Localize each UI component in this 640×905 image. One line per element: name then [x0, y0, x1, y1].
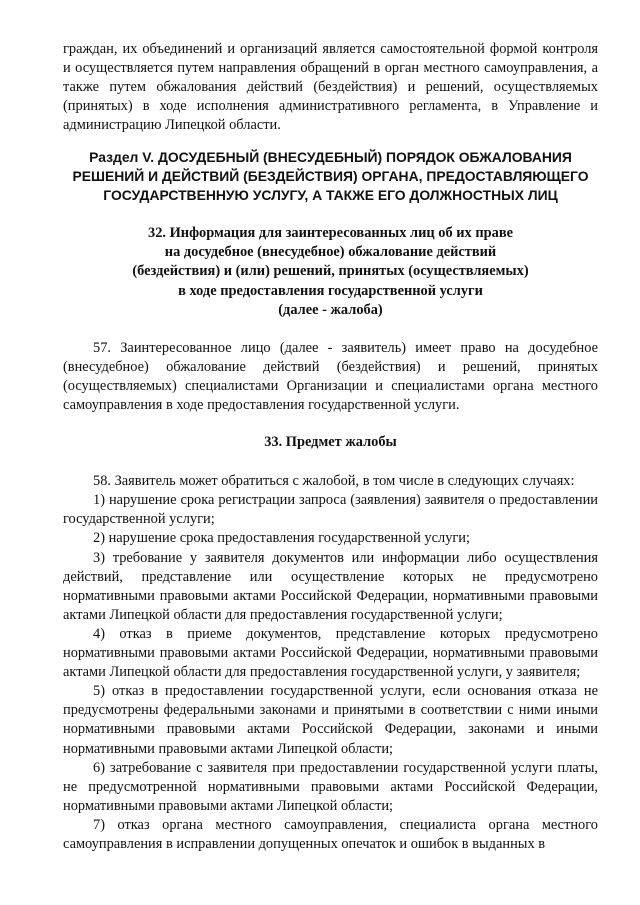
list-item: 4) отказ в приеме документов, представление которых предусмотрено нормативными правовыми актами Российской Федерации, нормативными правовыми актами Липецкой области для предоставления государственной услуги, у заявителя;: [63, 625, 598, 681]
paragraph-57: 57. Заинтересованное лицо (далее - заявитель) имеет право на досудебное (внесудебное) обжалование действий (бездействия) и решений, принятых (осуществляемых) специалистами Организации и специалистами органа местного самоуправления в ходе предоставления государственной услуги.: [63, 339, 598, 413]
list-item: 7) отказ органа местного самоуправления, специалиста органа местного самоуправления в исправлении допущенных опечаток и ошибок в выданных в: [63, 816, 598, 852]
subsection-32-title: [63, 224, 598, 319]
subsection-32-line: в ходе предоставления государственной услуги: [178, 282, 483, 299]
list-item: 1) нарушение срока регистрации запроса (заявления) заявителя о предоставлении государственной услуги;: [63, 492, 598, 528]
subsection-33-title: 33. Предмет жалобы: [264, 434, 397, 451]
list-item: 5) отказ в предоставлении государственной услуги, если основания отказа не предусмотрены федеральными законами и принятыми в соответствии с ними иными нормативными правовыми актами Российской Федерации, законами и иными нормативными правовыми актами Липецкой области;: [63, 683, 598, 757]
paragraph-58: 58. Заявитель может обратиться с жалобой, в том числе в следующих случаях:: [93, 473, 575, 490]
subsection-32-line: (бездействия) и (или) решений, принятых (осуществляемых): [132, 263, 529, 280]
list-item: 6) затребование с заявителя при предоставлении государственной услуги платы, не предусмотренной нормативными правовыми актами Российской Федерации, нормативными правовыми актами Липецкой области;: [63, 759, 598, 814]
list-item: 2) нарушение срока предоставления государственной услуги;: [93, 530, 470, 547]
section-title: Раздел V. ДОСУДЕБНЫЙ (ВНЕСУДЕБНЫЙ) ПОРЯДОК ОБЖАЛОВАНИЯ РЕШЕНИЙ И ДЕЙСТВИЙ (БЕЗДЕЙСТВИЯ) ОРГАНА, ПРЕДОСТАВЛЯЮЩЕГО ГОСУДАРСТВЕННУЮ УСЛУГУ, А ТАКЖЕ ЕГО ДОЛЖНОСТНЫХ ЛИЦ: [72, 149, 589, 203]
subsection-32-line: (далее - жалоба): [278, 301, 383, 318]
subsection-32-line: на досудебное (внесудебное) обжалование действий: [164, 244, 497, 261]
subsection-32-line: 32. Информация для заинтересованных лиц об их праве: [148, 225, 513, 242]
list-item: 3) требование у заявителя документов или информации либо осуществления действий, представление или осуществление которых не предусмотрено нормативными правовыми актами Российской Федерации, нормативными правовыми актами Липецкой области для предоставления государственной услуги;: [63, 549, 598, 623]
intro-paragraph: граждан, их объединений и организаций является самостоятельной формой контроля и осуществляется путем направления обращений в орган местного самоуправления, а также путем обжалования действий (бездействия) и решений, осуществляемых (принятых) в ходе исполнения административного регламента, в Управление и администрацию Липецкой области.: [63, 41, 598, 134]
